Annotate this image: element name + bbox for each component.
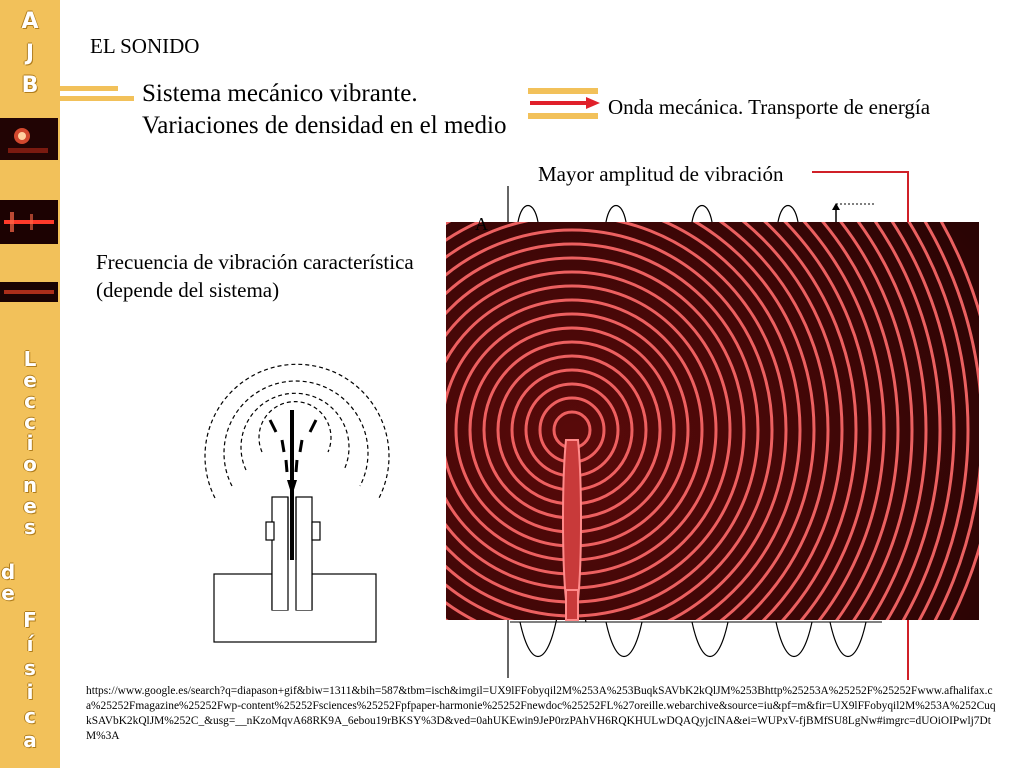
sidebar-letter: c (24, 410, 36, 434)
source-url-link[interactable]: https://www.google.es/search?q=diapason+gif&biw=1311&bih=587&tbm=isch&imgil=UX9lFFobyqil2M%253A%253BuqkSAVbK2kQlJM%253Bhttp%25253A%25252F%25252Fwww.afhalifax.ca%25252Fmagazine%25252Fwp-content%25252Fsciences%25252Fpfpaper-harmonie%25252Fnewdoc%25252FL%27oreille.webarchive&source=iu&pf=m&fir=UX9lFFobyqil2M%253A%252CuqkSAVbK2kQlJM%252C_&usg=__nKzoMqvA68RK9A_6ebou19rBKSY%3D&ved=0ahUKEwin9JeP0rzPAhVH6RQKHULwDQAQyjcINA&ei=WUPxV-fjBMfSU8LgNw#imgrc=dUOiOIPwlj7DtM%3A (86, 685, 996, 742)
heading-line-2: Variaciones de densidad en el medio (142, 112, 507, 139)
sidebar-letter: s (24, 515, 36, 539)
wave-axis-letter: A (475, 214, 488, 234)
sidebar-letter: e (23, 368, 37, 392)
sidebar-letter: i (26, 431, 34, 455)
sidebar-letter: i (26, 680, 34, 704)
sidebar-letter: í (26, 632, 34, 656)
heading (142, 78, 506, 142)
tuning-fork-diagram (205, 364, 389, 642)
sidebar-letter: J (25, 41, 35, 66)
accent-bar (60, 96, 134, 101)
frequency-line-1: Frecuencia de vibración característica (96, 250, 414, 274)
sidebar-letter: F (23, 608, 37, 632)
arrow-head-icon (586, 97, 600, 109)
sidebar-letter: e (23, 494, 37, 518)
sidebar-letter: A (21, 9, 39, 34)
amplitude-label: Mayor amplitud de vibración (538, 162, 784, 186)
frequency-line-2: (depende del sistema) (96, 278, 280, 302)
sidebar-letter: a (23, 728, 37, 752)
accent-bar (528, 113, 598, 119)
heading-line-1: Sistema mecánico vibrante. (142, 80, 418, 107)
accent-bar (60, 86, 118, 91)
sidebar-letter: d (0, 560, 16, 584)
sidebar-letter: L (23, 347, 37, 371)
amplitude-arrow-head-icon (832, 203, 840, 210)
sidebar-letter: n (22, 473, 38, 497)
onda-label: Onda mecánica. Transporte de energía (608, 95, 931, 119)
slide-title: EL SONIDO (90, 34, 200, 58)
sidebar-letter: s (24, 656, 36, 680)
sine-wave-top (518, 206, 798, 223)
sidebar-letter: e (1, 581, 15, 605)
sidebar-letter: c (24, 704, 36, 728)
sidebar-letter: B (21, 73, 39, 98)
frequency-label (96, 248, 414, 304)
sidebar-letter: o (23, 452, 37, 476)
sidebar-letter: c (24, 389, 36, 413)
accent-bar (528, 88, 598, 94)
